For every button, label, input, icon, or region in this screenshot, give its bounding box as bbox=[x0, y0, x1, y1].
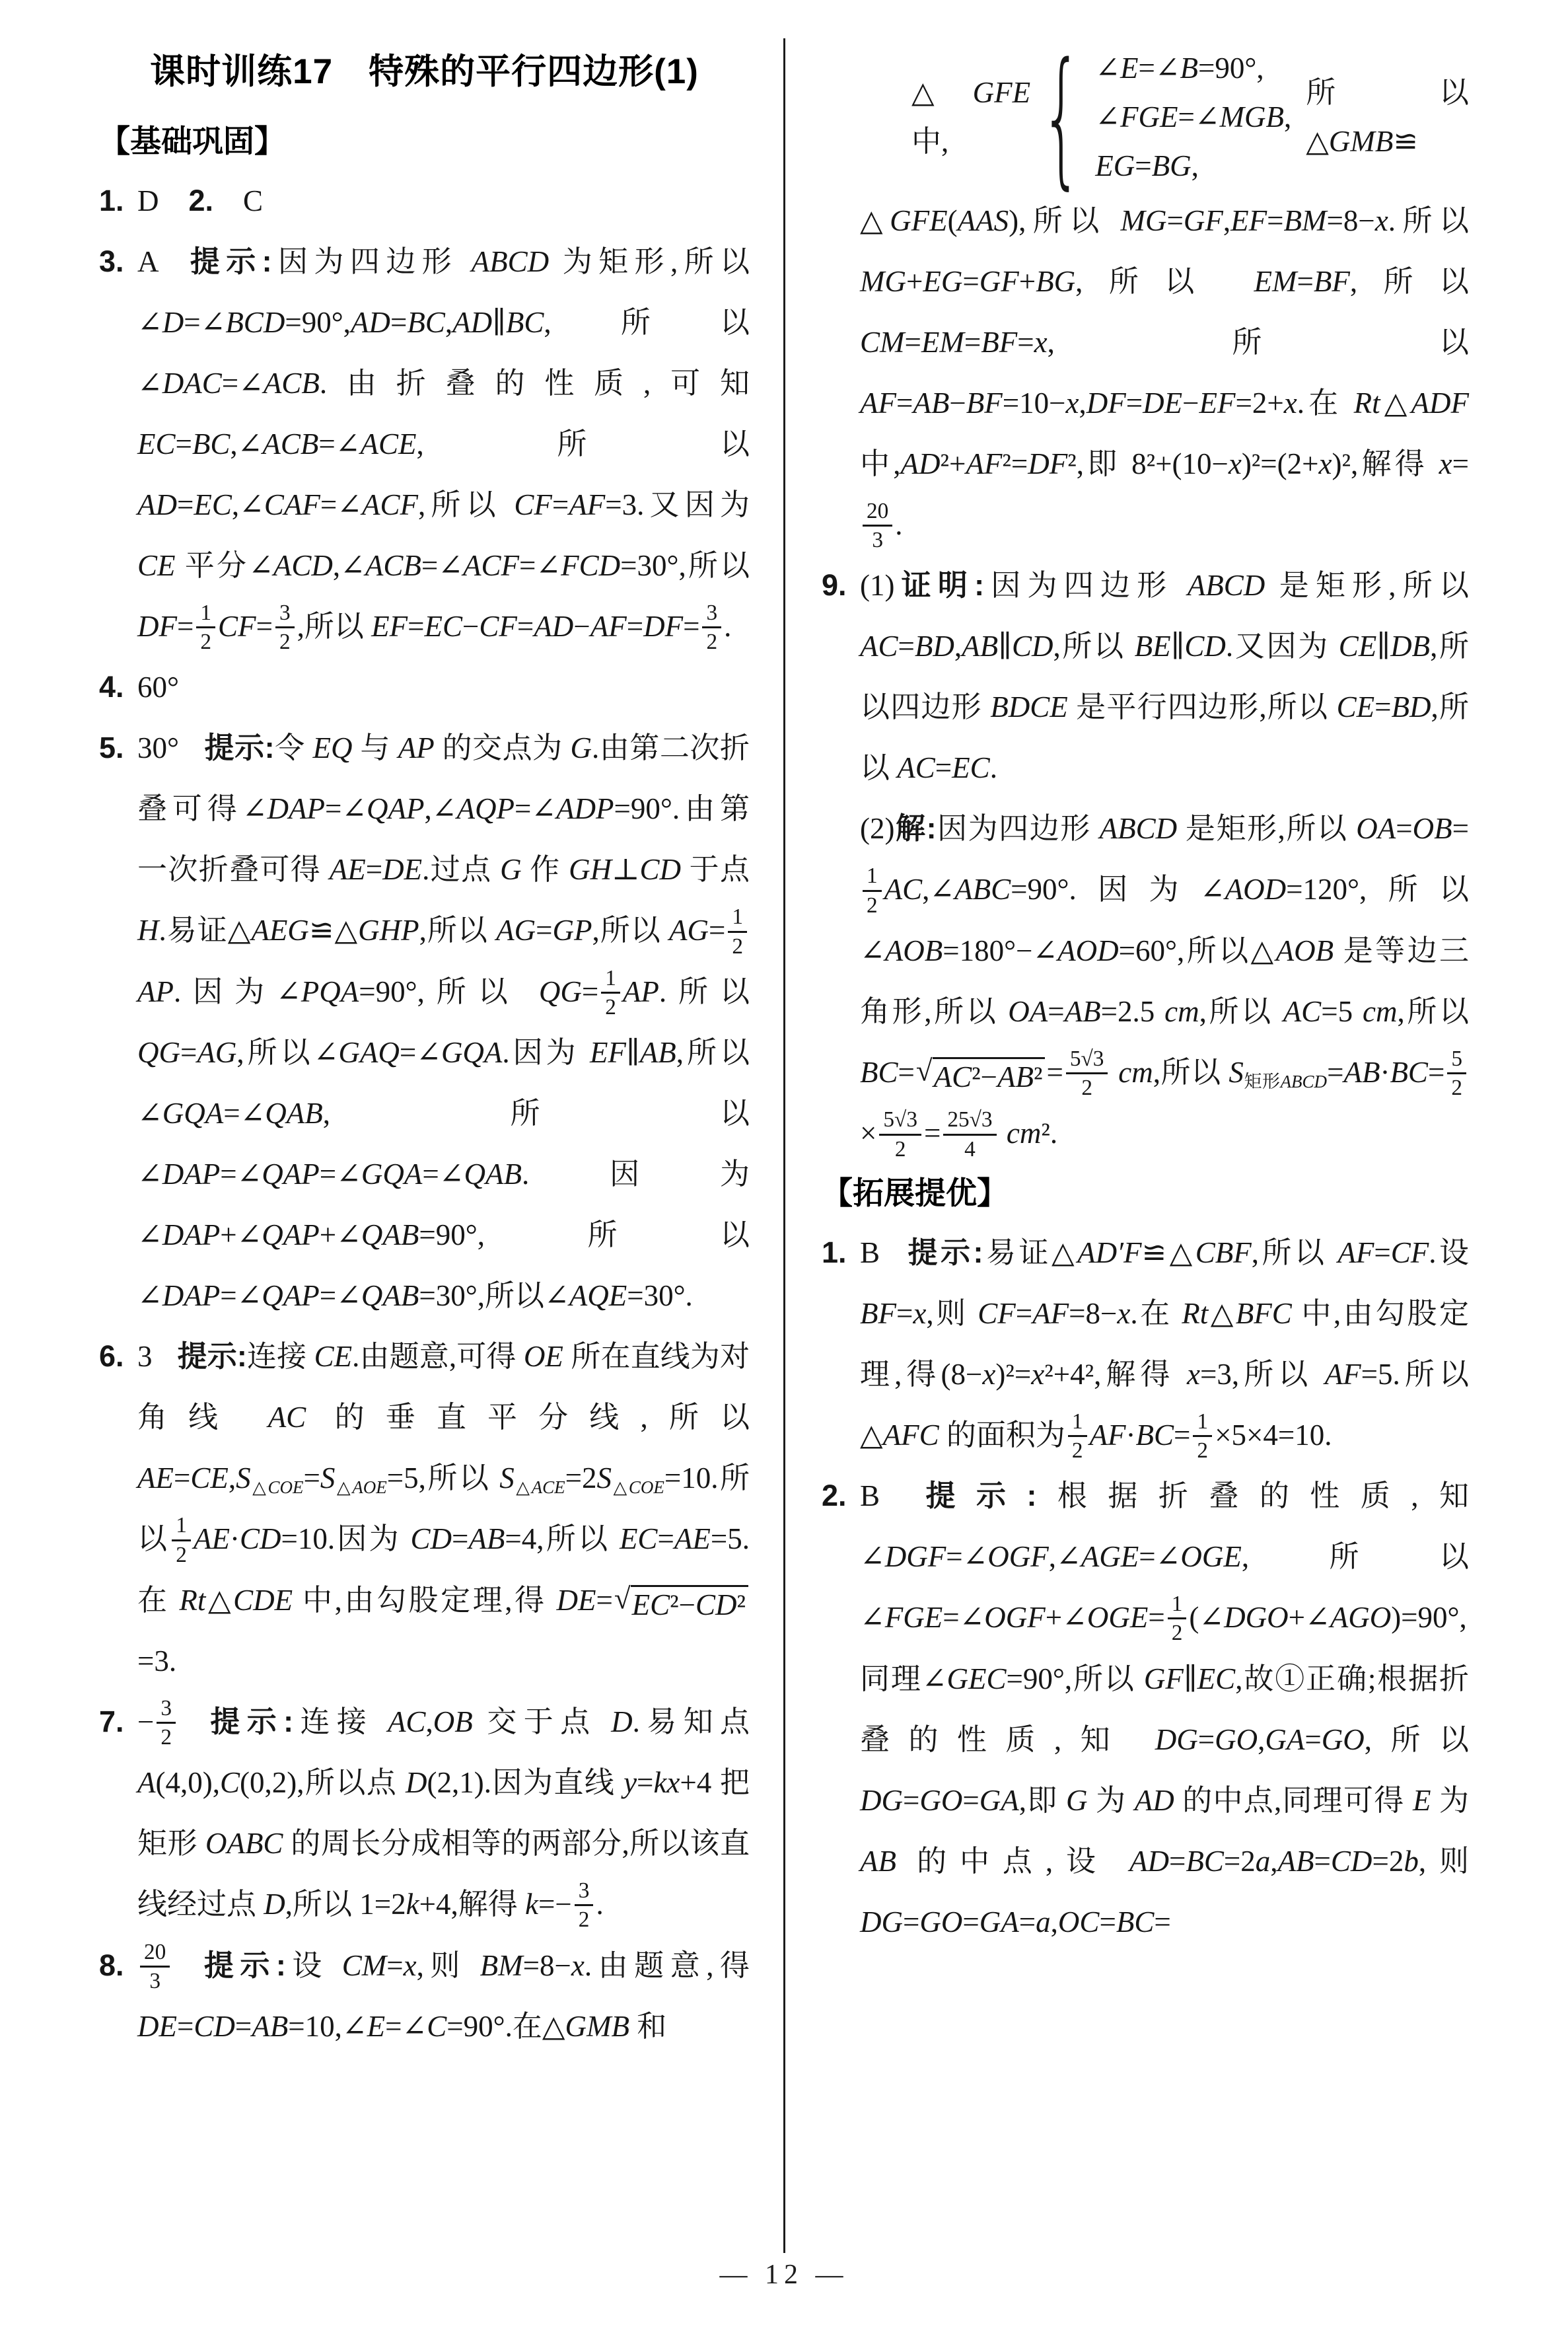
fraction: $\frac{1}{2}$ bbox=[1193, 1409, 1212, 1464]
item-number: 8. bbox=[99, 1948, 124, 1982]
item-paragraph bbox=[137, 170, 750, 231]
item-paragraph: (2)解:因为四边形 ABCD 是矩形,所以 OA=OB= $\frac{1}{2}$ AC,∠ABC=90°.因为∠AOD=120°,所以∠AOB=180°−∠AOD=60°,所以△AOB 是等边三角形,所以 OA=AB=2.5 cm,所以 AC=5 cm,所以 BC= √ AC²−AB² = $\frac{5√3}{2}$ cm,所以 $S_{矩形ABCD}=AB\cdot BC=$ $\frac{5}{2}$ × $\frac{5√3}{2}$ = $\frac{25√3}{4}$ cm². bbox=[860, 811, 1469, 1162]
exercise-item bbox=[99, 231, 750, 657]
left-brace-glyph: { bbox=[1040, 30, 1083, 204]
item-number: 4. bbox=[99, 670, 124, 704]
case-line: ∠FGE=∠MGB, bbox=[1095, 100, 1292, 133]
item-paragraph: 3 提示:连接 CE.由题意,可得 OE 所在直线为对角线 AC 的垂直平分线,所以 $AE=CE,S_{\triangle COE}=S_{\triangle AOE}=5$,所以 $S_{\triangle ACE}=2S_{\triangle COE}=10$.所以 $\frac{1}{2}$ AE·CD=10.因为 CD=AB=4,所以 EC=AE=5.在 Rt△CDE 中,由勾股定理,得 DE= √ EC²−CD² =3. bbox=[137, 1339, 750, 1678]
exercise-item bbox=[99, 1691, 750, 1935]
exercise-item bbox=[822, 1222, 1469, 1465]
item-answer: 60° bbox=[137, 671, 179, 704]
fraction: $\frac{3}{2}$ bbox=[575, 1878, 594, 1933]
item-paragraph bbox=[137, 657, 750, 718]
item8-continuation bbox=[822, 30, 1469, 555]
item-number: 1. bbox=[822, 1235, 847, 1269]
item-number: 3. bbox=[99, 244, 124, 278]
case-line: EG=BG, bbox=[1095, 149, 1199, 182]
item-answer: B bbox=[860, 1236, 880, 1269]
fraction: $\frac{20}{3}$ bbox=[140, 1939, 170, 1995]
item-answer: − $\frac{3}{2}$ bbox=[137, 1705, 178, 1738]
section-header-basic: 【基础巩固】 bbox=[99, 124, 285, 159]
section-header-advanced: 【拓展提优】 bbox=[822, 1175, 1008, 1210]
item-number: 7. bbox=[99, 1704, 124, 1738]
page-title: 课时训练17 特殊的平行四边形(1) bbox=[150, 52, 699, 91]
item-number: 2. bbox=[822, 1479, 847, 1513]
fraction: $\frac{1}{2}$ bbox=[172, 1512, 191, 1568]
column-divider bbox=[783, 38, 785, 2253]
exercise-item bbox=[822, 1465, 1469, 1952]
item-answer: D 2. C bbox=[137, 184, 264, 217]
item-answer: A bbox=[137, 245, 159, 278]
item-number: 1. bbox=[99, 184, 124, 217]
continuation-paragraph: △GFE(AAS),所以 MG=GF,EF=BM=8−x.所以 MG+EG=GF+BG,所以 EM=BF,所以 CM=EM=BF=x,所以 AF=AB−BF=10−x,DF=DE−EF=2+x.在 Rt△ADF 中,AD²+AF²=DF²,即 8²+(10−x)²=(2+x)²,解得 x= $\frac{20}{3}$ . bbox=[860, 204, 1469, 553]
exercise-item bbox=[99, 170, 750, 231]
item-number: 5. bbox=[99, 731, 124, 765]
cases-lines bbox=[1095, 44, 1291, 190]
exercise-item bbox=[99, 657, 750, 718]
fraction: $\frac{5√3}{2}$ bbox=[1066, 1046, 1108, 1101]
fraction: $\frac{5}{2}$ bbox=[1447, 1046, 1466, 1101]
item-number: 6. bbox=[99, 1339, 124, 1374]
fraction: $\frac{20}{3}$ bbox=[863, 498, 892, 554]
exercise-item bbox=[99, 1326, 750, 1691]
fraction: $\frac{3}{2}$ bbox=[275, 600, 295, 655]
fraction: $\frac{1}{2}$ bbox=[728, 904, 747, 959]
fraction: $\frac{1}{2}$ bbox=[601, 965, 620, 1021]
item-paragraph: − $\frac{3}{2}$ 提示:连接 AC,OB 交于点 D.易知点 A(4,0),C(0,2),所以点 D(2,1).因为直线 y=kx+4 把矩形 OABC 的周长分成相等的两部分,所以该直线经过点 D,所以 1=2k+4,解得 k=− $\frac{3}{2}$ . bbox=[137, 1695, 750, 1933]
radical: √ AC²−AB² bbox=[916, 1057, 1046, 1095]
item9-container bbox=[822, 555, 1469, 1163]
fraction: $\frac{5√3}{2}$ bbox=[879, 1107, 921, 1162]
cases-tail-text: 所以△GMB≌ bbox=[1306, 76, 1469, 158]
item-answer bbox=[137, 1939, 172, 1993]
right-column bbox=[822, 30, 1469, 1952]
radical: √ EC²−CD² bbox=[614, 1585, 748, 1623]
cases-lead-text: △GFE 中, bbox=[911, 76, 1031, 158]
item-paragraph: A 提示:因为四边形 ABCD 为矩形,所以∠D=∠BCD=90°,AD=BC,AD∥BC,所以∠DAC=∠ACB.由折叠的性质,可知 EC=BC,∠ACB=∠ACE,所以 AD=EC,∠CAF=∠ACF,所以 CF=AF=3.又因为 CE 平分∠ACD,∠ACB=∠ACF=∠FCD=30°,所以 DF= $\frac{1}{2}$ CF= $\frac{3}{2}$ ,所以 EF=EC−CF=AD−AF=DF= $\frac{3}{2}$ . bbox=[137, 244, 750, 655]
fraction: $\frac{25√3}{4}$ bbox=[943, 1107, 996, 1162]
left-column bbox=[99, 44, 750, 2057]
fraction: $\frac{1}{2}$ bbox=[1168, 1591, 1187, 1646]
item-answer: 30° bbox=[137, 731, 179, 765]
basic-items-list bbox=[99, 170, 750, 2057]
item-answer: B bbox=[860, 1479, 880, 1513]
fraction: $\frac{3}{2}$ bbox=[702, 600, 721, 655]
item-number: 9. bbox=[822, 568, 847, 603]
advanced-items-list bbox=[822, 1222, 1469, 1952]
item-paragraph: 30° 提示:令 EQ 与 AP 的交点为 G.由第二次折叠可得∠DAP=∠QAP,∠AQP=∠ADP=90°.由第一次折叠可得 AE=DE.过点 G 作 GH⊥CD 于点 H.易证△AEG≌△GHP,所以 AG=GP,所以 AG= $\frac{1}{2}$ AP.因为∠PQA=90°,所以 QG= $\frac{1}{2}$ AP.所以 QG=AG,所以∠GAQ=∠GQA.因为 EF∥AB,所以∠GQA=∠QAB,所以∠DAP=∠QAP=∠GQA=∠QAB.因为∠DAP+∠QAP+∠QAB=90°,所以∠DAP=∠QAP=∠QAB=30°,所以∠AQE=30°. bbox=[137, 731, 750, 1313]
fraction: $\frac{1}{2}$ bbox=[863, 863, 882, 918]
fraction: $\frac{1}{2}$ bbox=[196, 600, 215, 655]
fraction: $\frac{1}{2}$ bbox=[1068, 1409, 1087, 1464]
item-paragraph: (1)证明:因为四边形 ABCD 是矩形,所以 AC=BD,AB∥CD,所以 BE∥CD.又因为 CE∥DB,所以四边形 BDCE 是平行四边形,所以 CE=BD,所以 AC=EC. bbox=[860, 568, 1469, 785]
item-paragraph: B 提示:根据折叠的性质,知∠DGF=∠OGF,∠AGE=∠OGE,所以∠FGE=∠OGF+∠OGE= $\frac{1}{2}$ (∠DGO+∠AGO)=90°,同理∠GEC=90°,所以 GF∥EC,故①正确;根据折叠的性质,知 DG=GO,GA=GO,所以 DG=GO=GA,即 G 为 AD 的中点,同理可得 E 为 AB 的中点,设 AD=BC=2a,AB=CD=2b,则 DG=GO=GA=a,OC=BC= bbox=[860, 1479, 1469, 1938]
exercise-item bbox=[99, 718, 750, 1326]
equation-system bbox=[911, 30, 1469, 204]
page-number: — 12 — bbox=[719, 2260, 849, 2290]
exercise-item bbox=[822, 555, 1469, 1163]
case-line: ∠E=∠B=90°, bbox=[1095, 52, 1264, 85]
item-paragraph: $\frac{20}{3}$ 提示:设 CM=x,则 BM=8−x.由题意,得 DE=CD=AB=10,∠E=∠C=90°.在△GMB 和 bbox=[137, 1939, 750, 2044]
item-paragraph: B 提示:易证△AD′F≌△CBF,所以 AF=CF.设 BF=x,则 CF=AF=8−x.在 Rt△BFC 中,由勾股定理,得(8−x)²=x²+4²,解得 x=3,所以 AF=5.所以△AFC 的面积为 $\frac{1}{2}$ AF·BC= $\frac{1}{2}$ ×5×4=10. bbox=[860, 1235, 1469, 1463]
item-answer: 3 bbox=[137, 1340, 153, 1374]
exercise-item bbox=[99, 1935, 750, 2057]
fraction: $\frac{3}{2}$ bbox=[157, 1695, 176, 1751]
